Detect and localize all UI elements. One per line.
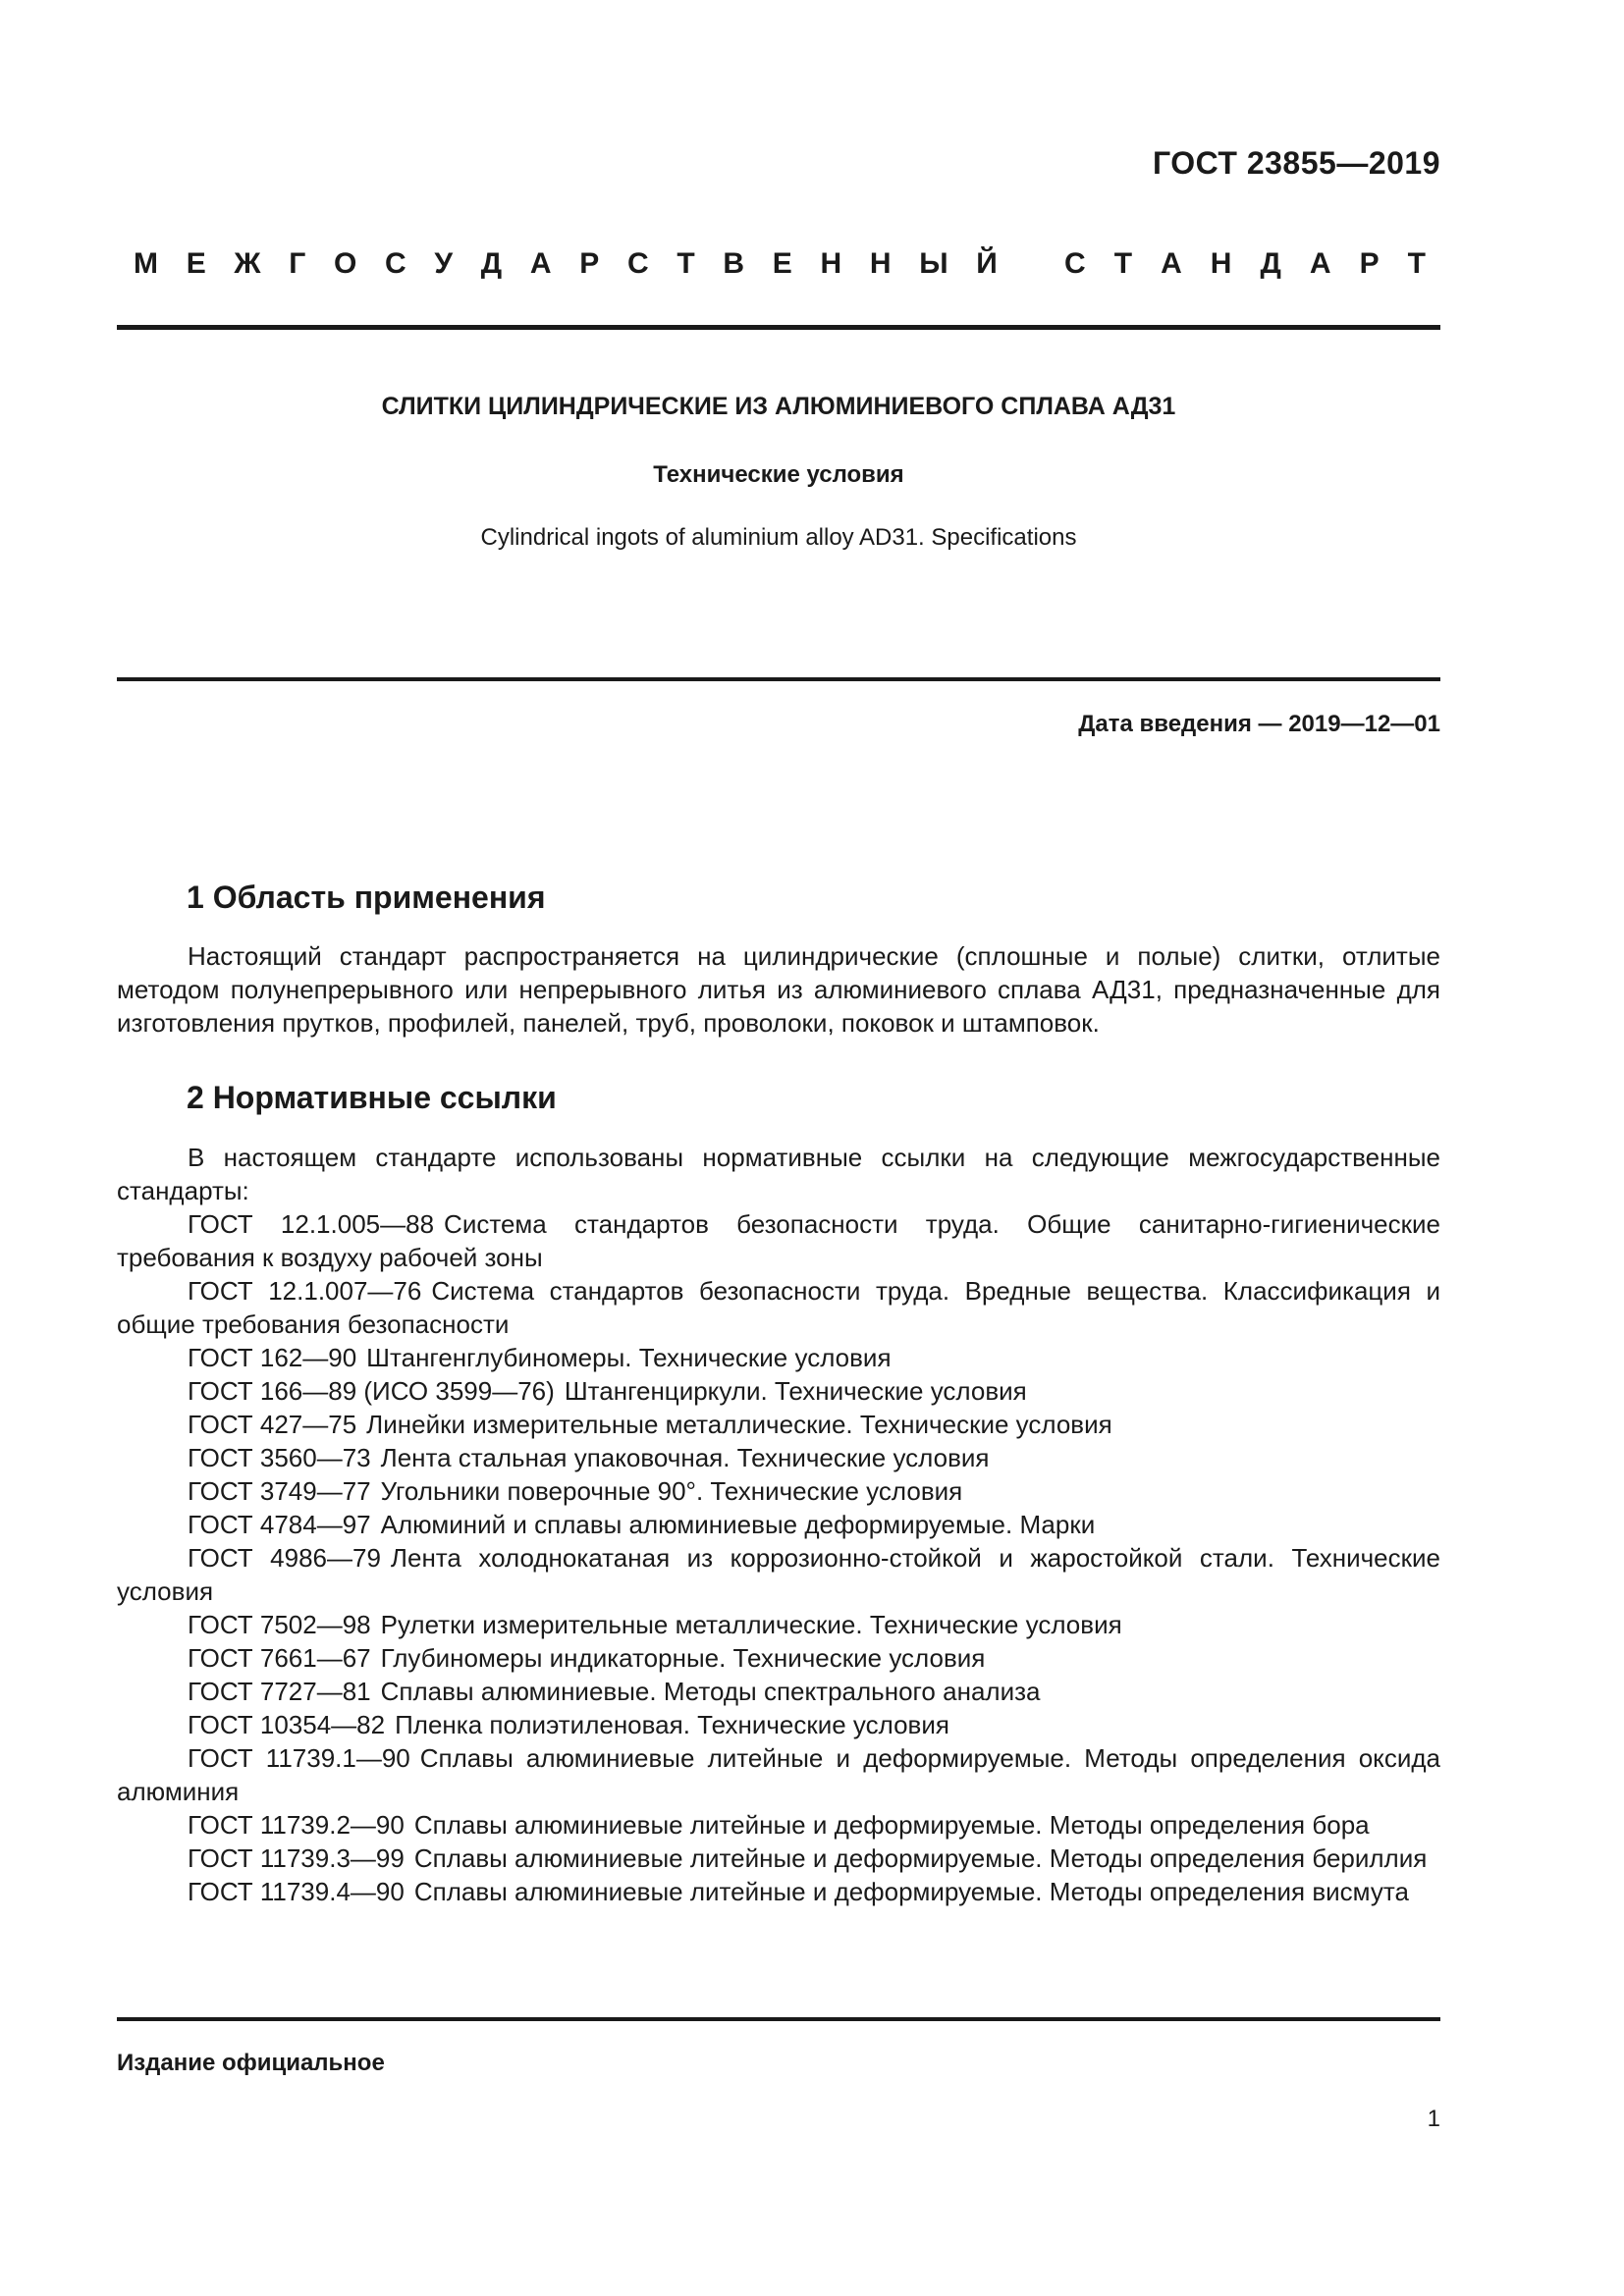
- reference-item: [117, 1608, 1440, 1641]
- reference-item: [117, 1675, 1440, 1708]
- page-number: 1: [1427, 2106, 1440, 2132]
- document-title-english: Cylindrical ingots of aluminium alloy AD31. Specifications: [480, 524, 1077, 551]
- heading-letter: А: [529, 247, 552, 280]
- reference-item: [117, 1741, 1440, 1808]
- standard-type-word-standard: [1064, 247, 1426, 281]
- heading-letter: Ы: [919, 247, 948, 280]
- reference-code: ГОСТ 3749—77: [188, 1476, 371, 1506]
- reference-title: Система стандартов безопасности труда. Общие санитарно-гигиенические требования к воздуху рабочей зоны: [117, 1209, 1440, 1272]
- reference-title: Сплавы алюминиевые литейные и деформируемые. Методы определения висмута: [413, 1877, 1409, 1906]
- reference-code: ГОСТ 12.1.005—88: [188, 1209, 435, 1239]
- reference-item: [117, 1274, 1440, 1341]
- reference-item: [117, 1875, 1440, 1908]
- heading-letter: Д: [1260, 247, 1281, 280]
- reference-title: Угольники поверочные 90°. Технические условия: [380, 1476, 963, 1506]
- footer-divider: [117, 2017, 1440, 2021]
- heading-letter: У: [434, 247, 454, 280]
- reference-code: ГОСТ 12.1.007—76: [188, 1276, 422, 1306]
- top-divider: [117, 325, 1440, 330]
- section-2-body: [117, 1141, 1440, 1908]
- reference-item: [117, 1441, 1440, 1474]
- normative-references-list: [117, 1207, 1440, 1908]
- heading-letter: А: [1309, 247, 1331, 280]
- reference-code: ГОСТ 11739.2—90: [188, 1810, 405, 1840]
- heading-letter: С: [385, 247, 406, 280]
- reference-code: ГОСТ 166—89 (ИСО 3599—76): [188, 1376, 555, 1406]
- reference-code: ГОСТ 4986—79: [188, 1543, 381, 1573]
- heading-letter: Н: [1210, 247, 1232, 280]
- reference-code: ГОСТ 10354—82: [188, 1710, 386, 1739]
- section-2-heading: 2 Нормативные ссылки: [187, 1080, 557, 1115]
- heading-letter: Н: [869, 247, 892, 280]
- document-subtitle: Технические условия: [653, 461, 904, 488]
- document-title: СЛИТКИ ЦИЛИНДРИЧЕСКИЕ ИЗ АЛЮМИНИЕВОГО СПЛАВА АД31: [381, 393, 1176, 420]
- reference-item: [117, 1341, 1440, 1374]
- reference-title: Сплавы алюминиевые. Методы спектрального анализа: [380, 1677, 1041, 1706]
- heading-letter: Е: [186, 247, 206, 280]
- reference-item: [117, 1541, 1440, 1608]
- heading-letter: Й: [976, 247, 998, 280]
- reference-title: Лента холоднокатаная из коррозионно-стойкой и жаростойкой стали. Технические условия: [117, 1543, 1440, 1606]
- title-divider: [117, 677, 1440, 681]
- edition-label: Издание официальное: [117, 2050, 385, 2076]
- document-code: ГОСТ 23855—2019: [1152, 145, 1440, 181]
- reference-title: Глубиномеры индикаторные. Технические условия: [380, 1643, 986, 1673]
- reference-item: [117, 1708, 1440, 1741]
- reference-code: ГОСТ 11739.1—90: [188, 1743, 410, 1773]
- standard-type-word-interstate: [134, 247, 998, 281]
- heading-letter: Т: [1407, 247, 1426, 280]
- reference-title: Линейки измерительные металлические. Технические условия: [366, 1410, 1112, 1439]
- reference-title: Лента стальная упаковочная. Технические условия: [380, 1443, 990, 1472]
- heading-letter: А: [1161, 247, 1182, 280]
- reference-title: Сплавы алюминиевые литейные и деформируемые. Методы определения бора: [413, 1810, 1370, 1840]
- section-2-intro: В настоящем стандарте использованы нормативные ссылки на следующие межгосударственные стандарты:: [117, 1143, 1440, 1205]
- reference-item: [117, 1474, 1440, 1508]
- reference-item: [117, 1808, 1440, 1842]
- heading-letter: В: [723, 247, 745, 280]
- heading-letter: Р: [1359, 247, 1380, 280]
- reference-item: [117, 1207, 1440, 1274]
- section-1-paragraph: Настоящий стандарт распространяется на цилиндрические (сплошные и полые) слитки, отлитые методом полунепрерывного или непрерывного литья из алюминиевого сплава АД31, предназначенные для изготовления прутков, профилей, панелей, труб, проволоки, поковок и штамповок.: [117, 941, 1440, 1038]
- section-1-body: [117, 939, 1440, 1040]
- reference-code: ГОСТ 11739.4—90: [188, 1877, 405, 1906]
- reference-title: Пленка полиэтиленовая. Технические условия: [395, 1710, 949, 1739]
- heading-letter: Н: [820, 247, 842, 280]
- reference-code: ГОСТ 7661—67: [188, 1643, 371, 1673]
- reference-item: [117, 1408, 1440, 1441]
- reference-title: Алюминий и сплавы алюминиевые деформируемые. Марки: [380, 1510, 1096, 1539]
- reference-title: Система стандартов безопасности труда. Вредные вещества. Классификация и общие требования безопасности: [117, 1276, 1440, 1339]
- introduction-date: Дата введения — 2019—12—01: [1078, 711, 1440, 737]
- heading-letter: Т: [677, 247, 695, 280]
- reference-code: ГОСТ 4784—97: [188, 1510, 371, 1539]
- section-1-heading: 1 Область применения: [187, 880, 546, 915]
- reference-item: [117, 1508, 1440, 1541]
- reference-title: Штангенциркули. Технические условия: [564, 1376, 1027, 1406]
- reference-title: Штангенглубиномеры. Технические условия: [366, 1343, 892, 1372]
- reference-item: [117, 1842, 1440, 1875]
- reference-title: Сплавы алюминиевые литейные и деформируемые. Методы определения оксида алюминия: [117, 1743, 1440, 1806]
- heading-letter: Д: [480, 247, 503, 280]
- reference-code: ГОСТ 162—90: [188, 1343, 357, 1372]
- reference-code: ГОСТ 7502—98: [188, 1610, 371, 1639]
- heading-letter: М: [134, 247, 158, 280]
- heading-letter: С: [626, 247, 649, 280]
- reference-title: Сплавы алюминиевые литейные и деформируемые. Методы определения бериллия: [413, 1843, 1428, 1873]
- heading-letter: О: [333, 247, 357, 280]
- reference-code: ГОСТ 11739.3—99: [188, 1843, 405, 1873]
- heading-letter: Ж: [234, 247, 261, 280]
- reference-code: ГОСТ 427—75: [188, 1410, 357, 1439]
- heading-letter: Р: [579, 247, 600, 280]
- reference-code: ГОСТ 7727—81: [188, 1677, 371, 1706]
- heading-letter: Г: [289, 247, 306, 280]
- reference-item: [117, 1641, 1440, 1675]
- heading-letter: Т: [1113, 247, 1133, 280]
- reference-item: [117, 1374, 1440, 1408]
- reference-title: Рулетки измерительные металлические. Технические условия: [380, 1610, 1122, 1639]
- standard-type-heading: [134, 247, 1426, 281]
- reference-code: ГОСТ 3560—73: [188, 1443, 371, 1472]
- heading-letter: С: [1064, 247, 1086, 280]
- heading-letter: Е: [772, 247, 792, 280]
